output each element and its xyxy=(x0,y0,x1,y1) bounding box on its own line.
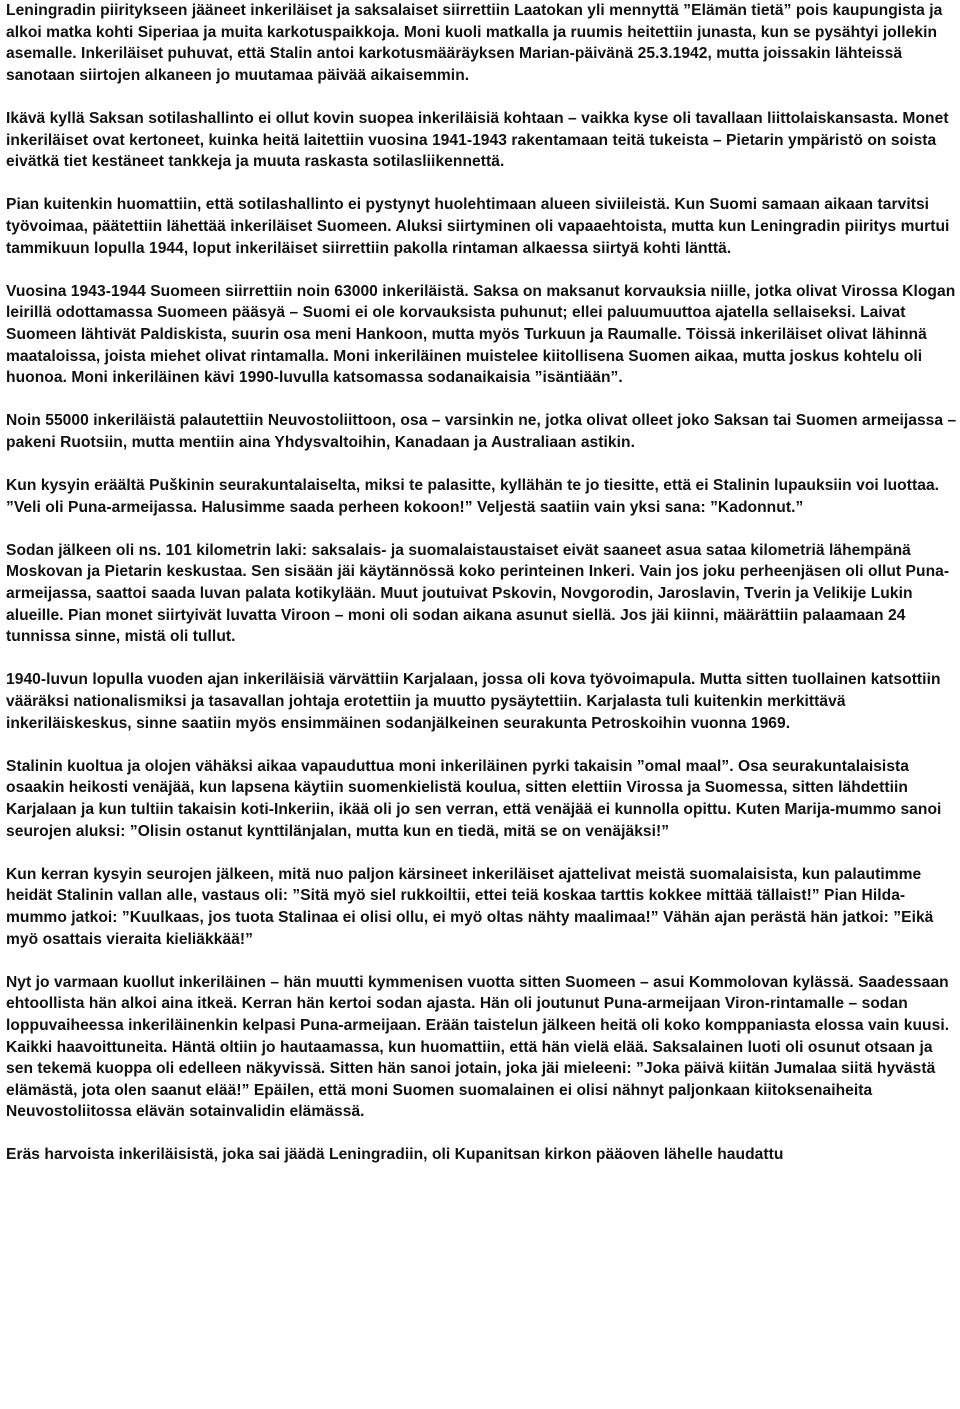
paragraph: Pian kuitenkin huomattiin, että sotilashallinto ei pystynyt huolehtimaan alueen siviileistä. Kun Suomi samaan aikaan tarvitsi työvoimaa, päätettiin lähettää inkeriläiset Suomeen. Aluksi siirtyminen oli vapaaehtoista, mutta kun Leningradin piiritys murtui tammikuun lopulla 1944, loput inkeriläiset siirrettiin pakolla rintaman alkaessa siirtyä kohti länttä. xyxy=(6,196,950,257)
paragraph: Vuosina 1943-1944 Suomeen siirrettiin noin 63000 inkeriläistä. Saksa on maksanut korvauksia niille, jotka olivat Virossa Klogan leirillä odottamassa Suomeen pääsyä – Suomi ei ole korvauksista puhunut; ellei paluumuuttoa ajatella sellaiseksi. Laivat Suomeen lähtivät Paldiskista, suurin osa meni Hankoon, mutta myös Turkuun ja Raumalle. Töissä inkeriläiset olivat lähinnä maataloissa, joista miehet olivat rintamalla. Moni inkeriläinen muistelee kiitollisena Suomen aikaa, mutta joskus kohtelu oli huonoa. Moni inkeriläinen kävi 1990-luvulla katsomassa sodanaikaisia ”isäntiään”. xyxy=(6,282,956,387)
paragraph: Kun kysyin eräältä Puškinin seurakuntalaiselta, miksi te palasitte, kyllähän te jo tiesitte, että ei Stalinin lupauksiin voi luottaa. ”Veli oli Puna-armeijassa. Halusimme saada perheen kokoon!” Veljestä saatiin vain yksi sana: ”Kadonnut.” xyxy=(6,477,940,516)
paragraph: Nyt jo varmaan kuollut inkeriläinen – hän muutti kymmenisen vuotta sitten Suomeen – asui Kommolovan kylässä. Saadessaan ehtoollista hän alkoi aina itkeä. Kerran hän kertoi sodan ajasta. Hän oli joutunut Puna-armeijaan Viron-rintamalle – sodan loppuvaiheessa inkeriläinenkin kelpasi Puna-armeijaan. Erään taistelun jälkeen heitä oli koko komppaniasta elossa vain kuusi. Kaikki haavoittuneita. Häntä oltiin jo hautaamassa, kun huomattiin, että hän vielä elää. Saksalainen luoti oli osunut otsaan ja sen tekemä kuoppa oli edelleen näkyvissä. Sitten hän sanoi jotain, joka jäi mieleeni: ”Joka päivä kiitän Jumalaa siitä hyvästä elämästä, jota olen saanut elää!” Epäilen, että moni Suomen suomalainen ei olisi nähnyt paljonkaan kiitoksenaiheita Neuvostoliitossa elävän sotainvalidin elämässä. xyxy=(6,973,950,1121)
paragraph: Stalinin kuoltua ja olojen vähäksi aikaa vapauduttua moni inkeriläinen pyrki takaisin ”omal maal”. Osa seurakuntalaisista osaakin heikosti venäjää, kun lapsena käytiin suomenkielistä koulua, sitten elettiin Virossa ja Suomessa, sitten lähdettiin Karjalaan ja kun tultiin takaisin koti-Inkeriin, ikää oli jo sen verran, että venäjää ei kunnolla opittu. Kuten Marija-mummo sanoi seurojen aluksi: ”Olisin ostanut kynttilänjalan, mutta kun en tiedä, mitä se on venäjäksi!” xyxy=(6,757,942,840)
paragraph: Leningradin piiritykseen jääneet inkeriläiset ja saksalaiset siirrettiin Laatokan yli mennyttä ”Elämän tietä” pois kaupungista ja alkoi matka kohti Siperiaa ja muita karkotuspaikkoja. Moni kuoli matkalla ja ruumis heitettiin junasta, kun se pysähtyi jollekin asemalle. Inkeriläiset puhuvat, että Stalin antoi karkotusmääräyksen Marian-päivänä 25.3.1942, mutta joissakin lähteissä sanotaan siirtojen alkaneen jo muutamaa päivää aikaisemmin. xyxy=(6,2,943,84)
paragraph: 1940-luvun lopulla vuoden ajan inkeriläisiä värvättiin Karjalaan, jossa oli kova työvoimapula. Mutta sitten tuollainen katsottiin vääräksi nationalismiksi ja tasavallan johtaja erotettiin ja muutto pysäytettiin. Karjalasta tuli kuitenkin merkittävä inkeriläiskeskus, sinne saatiin myös ensimmäinen sodanjälkeinen seurakunta Petroskoihin vuonna 1969. xyxy=(6,671,941,732)
paragraph: Noin 55000 inkeriläistä palautettiin Neuvostoliittoon, osa – varsinkin ne, jotka olivat olleet joko Saksan tai Suomen armeijassa – pakeni Ruotsiin, mutta mentiin aina Yhdysvaltoihin, Kanadaan ja Australiaan astikin. xyxy=(6,412,957,451)
paragraph: Kun kerran kysyin seurojen jälkeen, mitä nuo paljon kärsineet inkeriläiset ajattelivat meistä suomalaisista, kun palautimme heidät Stalinin vallan alle, vastaus oli: ”Sitä myö siel rukkoiltii, ettei teiä koskaa tarttis kokkee mittää tällaist!” Pian Hilda-mummo jatkoi: ”Kuulkaas, jos tuota Stalinaa ei olisi ollu, ei myö oltas nähty maalimaa!” Vähän ajan perästä hän jatkoi: ”Eikä myö osattais vieraita kieliäkkää!” xyxy=(6,865,934,948)
paragraph: Eräs harvoista inkeriläisistä, joka sai jäädä Leningradiin, oli Kupanitsan kirkon pääoven lähelle haudattu xyxy=(6,1146,784,1164)
document-page xyxy=(6,0,958,1188)
paragraph: Ikävä kyllä Saksan sotilashallinto ei ollut kovin suopea inkeriläisiä kohtaan – vaikka kyse oli tavallaan liittolaiskansasta. Monet inkeriläiset ovat kertoneet, kuinka heitä laitettiin vuosina 1941-1943 rakentamaan teitä tukeista – Pietarin ympäristö on soista eivätkä tiet kestäneet tankkeja ja muuta raskasta sotilasliikennettä. xyxy=(6,109,949,171)
paragraph: Sodan jälkeen oli ns. 101 kilometrin laki: saksalais- ja suomalaistaustaiset eivät saaneet asua sataa kilometriä lähempänä Moskovan ja Pietarin keskustaa. Sen sisään jäi käytännössä koko perinteinen Inkeri. Vain jos joku perheenjäsen oli ollut Puna-armeijassa, saattoi saada luvan palata kotikylään. Muut joutuivat Pskovin, Novgorodin, Jaroslavin, Tverin ja Velikije Lukin alueille. Pian monet siirtyivät luvatta Viroon – moni oli sodan aikana asunut siellä. Jos jäi kiinni, määrättiin palaamaan 24 tunnissa sinne, mistä oli tullut. xyxy=(6,541,950,646)
